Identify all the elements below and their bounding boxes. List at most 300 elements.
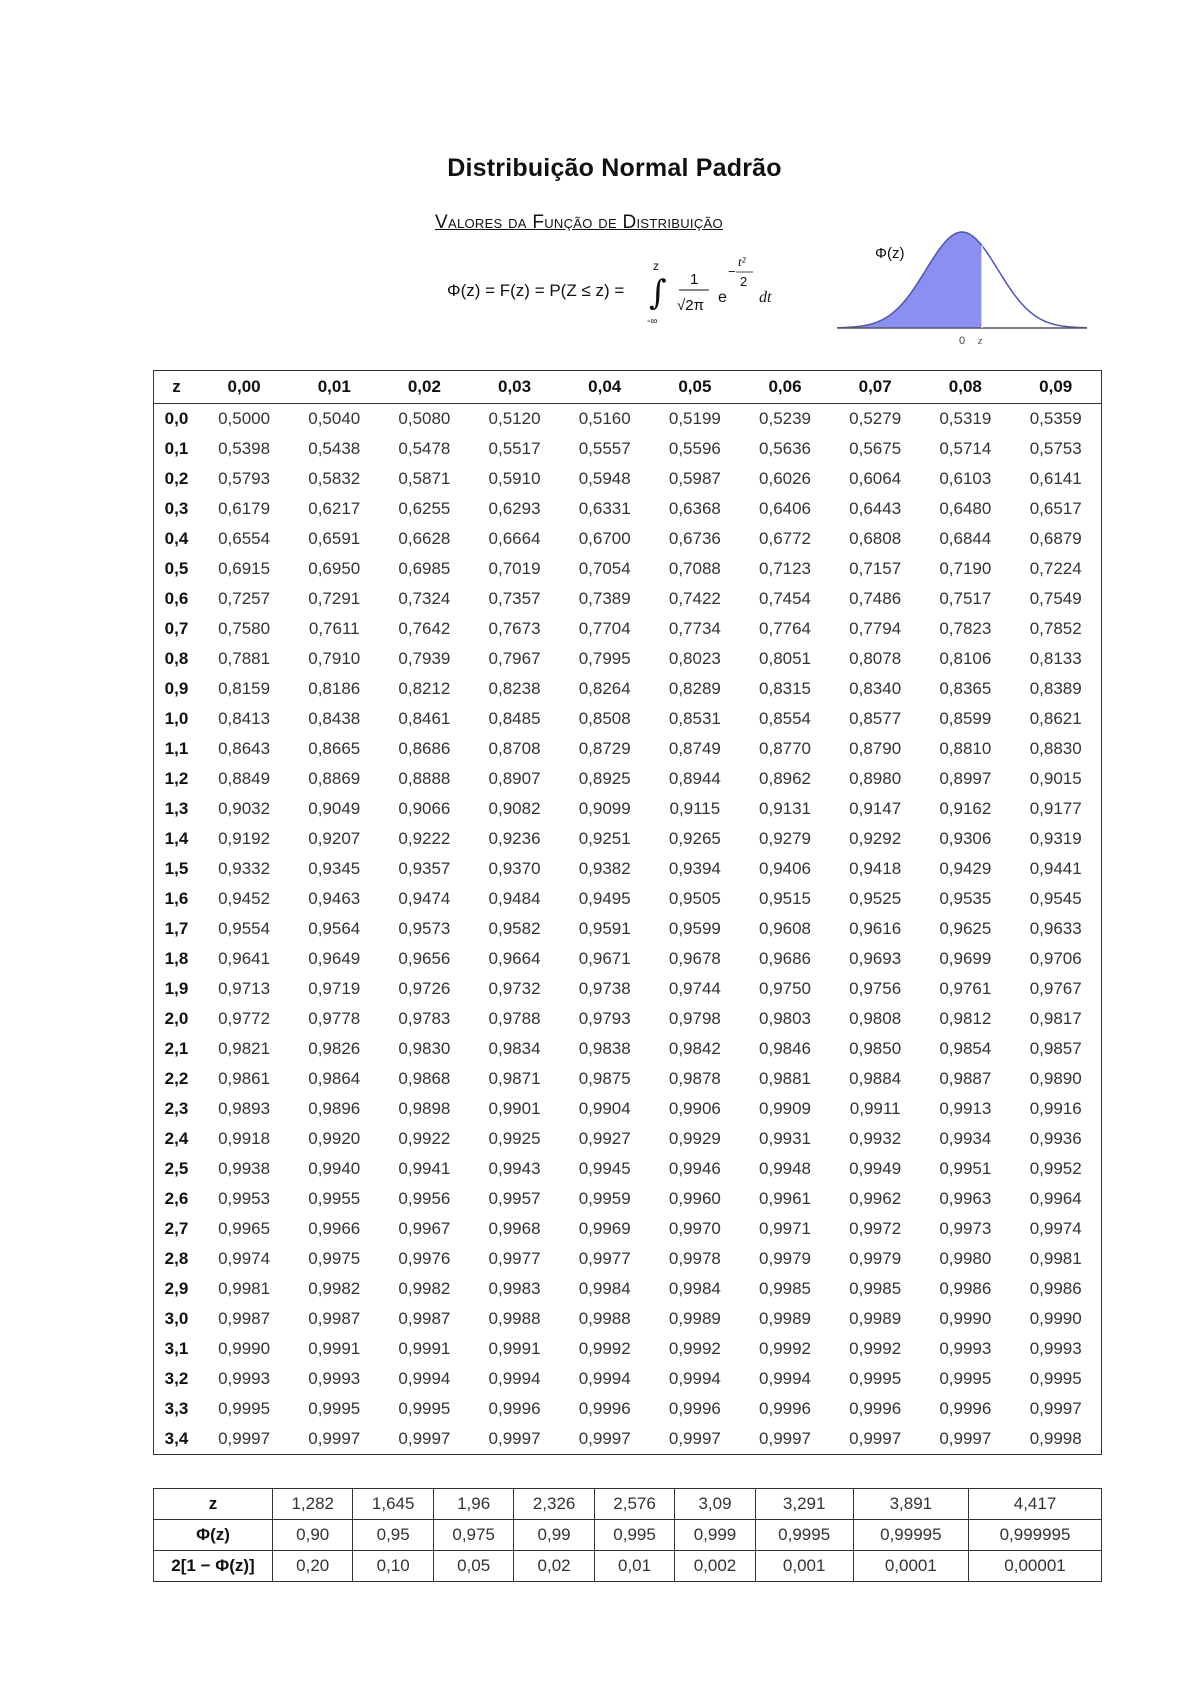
table-cell: 0,7704 [578, 619, 631, 638]
table-cell: 0,7422 [668, 589, 721, 608]
table-cell: 0,9756 [849, 979, 902, 998]
table-cell: 0,7995 [578, 649, 631, 668]
table-cell: 0,9838 [578, 1039, 631, 1058]
table-cell: 0,6628 [398, 529, 451, 548]
table-cell: 0,6844 [939, 529, 992, 548]
table-cell: 0,9998 [1029, 1429, 1082, 1448]
quantile-cell: 0,00001 [969, 1551, 1102, 1582]
table-cell: 0,9922 [398, 1129, 451, 1148]
table-row [154, 464, 1102, 494]
table-cell: 0,9979 [759, 1249, 812, 1268]
table-cell: 0,9974 [218, 1249, 271, 1268]
header-col: 0,00 [199, 371, 289, 404]
table-cell: 0,6293 [488, 499, 541, 518]
table-cell: 0,9997 [668, 1429, 721, 1448]
table-cell: 0,6331 [578, 499, 631, 518]
table-cell: 0,9649 [308, 949, 361, 968]
row-z-label: 1,6 [164, 889, 189, 908]
row-z-label: 1,2 [164, 769, 189, 788]
table-cell: 0,8830 [1029, 739, 1082, 758]
table-cell: 0,9997 [488, 1429, 541, 1448]
table-cell: 0,6217 [308, 499, 361, 518]
table-cell: 0,9984 [578, 1279, 631, 1298]
table-cell: 0,9977 [578, 1249, 631, 1268]
quantile-row-label: z [154, 1489, 273, 1520]
row-z-label: 3,3 [164, 1399, 189, 1418]
table-cell: 0,9319 [1029, 829, 1082, 848]
table-cell: 0,9394 [668, 859, 721, 878]
table-cell: 0,8508 [578, 709, 631, 728]
table-cell: 0,9960 [668, 1189, 721, 1208]
table-cell: 0,9991 [488, 1339, 541, 1358]
table-cell: 0,7190 [939, 559, 992, 578]
table-cell: 0,9943 [488, 1159, 541, 1178]
quantile-cell: 3,291 [755, 1489, 853, 1520]
table-cell: 0,9817 [1029, 1009, 1082, 1028]
table-cell: 0,8051 [759, 649, 812, 668]
table-cell: 0,9738 [578, 979, 631, 998]
table-cell: 0,9997 [759, 1429, 812, 1448]
table-cell: 0,9032 [218, 799, 271, 818]
table-cell: 0,9207 [308, 829, 361, 848]
row-z-label: 1,7 [164, 919, 189, 938]
table-cell: 0,7357 [488, 589, 541, 608]
table-cell: 0,8365 [939, 679, 992, 698]
table-cell: 0,9995 [849, 1369, 902, 1388]
table-cell: 0,9979 [849, 1249, 902, 1268]
table-cell: 0,9049 [308, 799, 361, 818]
table-cell: 0,9906 [668, 1099, 721, 1118]
row-z-label: 3,1 [164, 1339, 189, 1358]
row-z-label: 0,2 [164, 469, 189, 488]
table-cell: 0,9973 [939, 1219, 992, 1238]
table-cell: 0,7734 [668, 619, 721, 638]
table-cell: 0,9664 [488, 949, 541, 968]
table-cell: 0,9996 [668, 1399, 721, 1418]
table-cell: 0,9929 [668, 1129, 721, 1148]
table-cell: 0,9980 [939, 1249, 992, 1268]
table-row [154, 1094, 1102, 1124]
table-cell: 0,5120 [488, 409, 541, 428]
table-cell: 0,9970 [668, 1219, 721, 1238]
table-cell: 0,8907 [488, 769, 541, 788]
quantile-cell: 0,995 [594, 1520, 674, 1551]
table-cell: 0,9993 [1029, 1339, 1082, 1358]
table-row [154, 434, 1102, 464]
quantile-cell: 0,99 [514, 1520, 594, 1551]
table-cell: 0,9744 [668, 979, 721, 998]
table-cell: 0,9986 [1029, 1279, 1082, 1298]
table-cell: 0,9997 [1029, 1399, 1082, 1418]
table-cell: 0,9987 [308, 1309, 361, 1328]
table-cell: 0,9686 [759, 949, 812, 968]
table-cell: 0,9990 [218, 1339, 271, 1358]
formula-exp-minus: − [728, 264, 736, 279]
table-cell: 0,9995 [1029, 1369, 1082, 1388]
table-cell: 0,6700 [578, 529, 631, 548]
row-z-label: 0,8 [164, 649, 189, 668]
quantile-cell: 3,891 [853, 1489, 968, 1520]
table-cell: 0,9418 [849, 859, 902, 878]
table-cell: 0,9972 [849, 1219, 902, 1238]
header-col: 0,04 [560, 371, 650, 404]
table-cell: 0,8264 [578, 679, 631, 698]
table-cell: 0,9988 [578, 1309, 631, 1328]
table-row [154, 764, 1102, 794]
table-cell: 0,9884 [849, 1069, 902, 1088]
table-cell: 0,9066 [398, 799, 451, 818]
table-cell: 0,5319 [939, 409, 992, 428]
table-cell: 0,9382 [578, 859, 631, 878]
table-cell: 0,8289 [668, 679, 721, 698]
table-cell: 0,8186 [308, 679, 361, 698]
quantile-cell: 0,975 [433, 1520, 513, 1551]
quantile-cell: 0,999 [675, 1520, 755, 1551]
table-cell: 0,5987 [668, 469, 721, 488]
row-z-label: 2,0 [164, 1009, 189, 1028]
table-cell: 0,9788 [488, 1009, 541, 1028]
header-z: z [154, 371, 200, 404]
table-cell: 0,9966 [308, 1219, 361, 1238]
formula-dt: dt [759, 289, 772, 306]
table-cell: 0,9990 [939, 1309, 992, 1328]
table-cell: 0,5398 [218, 439, 271, 458]
table-cell: 0,9616 [849, 919, 902, 938]
table-cell: 0,9406 [759, 859, 812, 878]
table-cell: 0,9726 [398, 979, 451, 998]
table-cell: 0,8212 [398, 679, 451, 698]
row-z-label: 1,9 [164, 979, 189, 998]
table-cell: 0,9875 [578, 1069, 631, 1088]
table-row [154, 584, 1102, 614]
table-cell: 0,8315 [759, 679, 812, 698]
table-cell: 0,9345 [308, 859, 361, 878]
table-cell: 0,9927 [578, 1129, 631, 1148]
table-cell: 0,9625 [939, 919, 992, 938]
table-cell: 0,9798 [668, 1009, 721, 1028]
table-cell: 0,6985 [398, 559, 451, 578]
table-cell: 0,9706 [1029, 949, 1082, 968]
table-cell: 0,7486 [849, 589, 902, 608]
table-cell: 0,8810 [939, 739, 992, 758]
table-cell: 0,9995 [398, 1399, 451, 1418]
table-cell: 0,5478 [398, 439, 451, 458]
table-cell: 0,6517 [1029, 499, 1082, 518]
table-cell: 0,9997 [398, 1429, 451, 1448]
table-cell: 0,8790 [849, 739, 902, 758]
table-cell: 0,7881 [218, 649, 271, 668]
table-cell: 0,9949 [849, 1159, 902, 1178]
table-cell: 0,9976 [398, 1249, 451, 1268]
table-cell: 0,9990 [1029, 1309, 1082, 1328]
table-cell: 0,9996 [578, 1399, 631, 1418]
table-cell: 0,9633 [1029, 919, 1082, 938]
table-cell: 0,9808 [849, 1009, 902, 1028]
table-cell: 0,5438 [308, 439, 361, 458]
table-cell: 0,9992 [849, 1339, 902, 1358]
table-cell: 0,9996 [849, 1399, 902, 1418]
quantile-cell: 0,9995 [755, 1520, 853, 1551]
curve-label: Φ(z) [875, 245, 905, 262]
row-z-label: 2,1 [164, 1039, 189, 1058]
formula-exp-base: e [718, 289, 727, 306]
table-cell: 0,7673 [488, 619, 541, 638]
table-cell: 0,5359 [1029, 409, 1082, 428]
table-cell: 0,8159 [218, 679, 271, 698]
row-z-label: 2,2 [164, 1069, 189, 1088]
cdf-table [153, 370, 1102, 1455]
table-cell: 0,9896 [308, 1099, 361, 1118]
table-cell: 0,9525 [849, 889, 902, 908]
table-cell: 0,9982 [398, 1279, 451, 1298]
table-cell: 0,6406 [759, 499, 812, 518]
curve-tick-z: z [978, 335, 983, 347]
table-cell: 0,9985 [849, 1279, 902, 1298]
table-cell: 0,9951 [939, 1159, 992, 1178]
quantile-cell: 0,0001 [853, 1551, 968, 1582]
table-cell: 0,8621 [1029, 709, 1082, 728]
row-z-label: 1,5 [164, 859, 189, 878]
quantile-cell: 1,645 [353, 1489, 433, 1520]
quantile-cell: 0,10 [353, 1551, 433, 1582]
table-cell: 0,6103 [939, 469, 992, 488]
table-cell: 0,9987 [398, 1309, 451, 1328]
table-cell: 0,8531 [668, 709, 721, 728]
row-z-label: 1,4 [164, 829, 189, 848]
row-z-label: 0,3 [164, 499, 189, 518]
table-row [154, 824, 1102, 854]
table-cell: 0,9484 [488, 889, 541, 908]
row-z-label: 1,8 [164, 949, 189, 968]
formula-exp-den: 2 [740, 274, 748, 289]
table-cell: 0,8554 [759, 709, 812, 728]
table-cell: 0,9991 [398, 1339, 451, 1358]
header-col: 0,09 [1010, 371, 1101, 404]
table-row [154, 1364, 1102, 1394]
table-cell: 0,9573 [398, 919, 451, 938]
formula-lhs: Φ(z) = F(z) = P(Z ≤ z) = [447, 281, 625, 300]
table-cell: 0,9878 [668, 1069, 721, 1088]
quantile-cell: 0,01 [594, 1551, 674, 1582]
table-cell: 0,9015 [1029, 769, 1082, 788]
table-cell: 0,5279 [849, 409, 902, 428]
table-cell: 0,8340 [849, 679, 902, 698]
row-z-label: 0,5 [164, 559, 189, 578]
row-z-label: 2,9 [164, 1279, 189, 1298]
table-cell: 0,9732 [488, 979, 541, 998]
table-cell: 0,6736 [668, 529, 721, 548]
row-z-label: 1,0 [164, 709, 189, 728]
table-cell: 0,7224 [1029, 559, 1082, 578]
formula-integral-sign: ∫ [649, 273, 667, 313]
table-cell: 0,9279 [759, 829, 812, 848]
table-cell: 0,9767 [1029, 979, 1082, 998]
table-row [154, 1274, 1102, 1304]
quantile-row [154, 1489, 1102, 1520]
row-z-label: 2,4 [164, 1129, 189, 1148]
table-cell: 0,6179 [218, 499, 271, 518]
table-row [154, 494, 1102, 524]
table-cell: 0,8485 [488, 709, 541, 728]
table-row [154, 1124, 1102, 1154]
table-cell: 0,7580 [218, 619, 271, 638]
table-cell: 0,8849 [218, 769, 271, 788]
quantile-row [154, 1520, 1102, 1551]
table-cell: 0,9994 [578, 1369, 631, 1388]
table-cell: 0,5239 [759, 409, 812, 428]
table-cell: 0,9474 [398, 889, 451, 908]
table-cell: 0,9977 [488, 1249, 541, 1268]
row-z-label: 3,2 [164, 1369, 189, 1388]
table-row [154, 1064, 1102, 1094]
page-title: Distribuição Normal Padrão [447, 154, 782, 182]
table-cell: 0,9857 [1029, 1039, 1082, 1058]
table-cell: 0,9131 [759, 799, 812, 818]
table-cell: 0,8997 [939, 769, 992, 788]
table-cell: 0,6664 [488, 529, 541, 548]
table-cell: 0,9901 [488, 1099, 541, 1118]
table-cell: 0,7517 [939, 589, 992, 608]
table-cell: 0,5160 [578, 409, 631, 428]
table-cell: 0,9265 [668, 829, 721, 848]
table-cell: 0,8106 [939, 649, 992, 668]
quantile-row-label: 2[1 − Φ(z)] [154, 1551, 273, 1582]
row-z-label: 2,8 [164, 1249, 189, 1268]
table-cell: 0,9989 [668, 1309, 721, 1328]
table-cell: 0,9192 [218, 829, 271, 848]
table-cell: 0,9952 [1029, 1159, 1082, 1178]
table-cell: 0,7611 [308, 619, 360, 638]
row-z-label: 3,4 [164, 1429, 189, 1448]
table-cell: 0,9996 [488, 1399, 541, 1418]
quantile-row-label: Φ(z) [154, 1520, 273, 1551]
table-cell: 0,9991 [308, 1339, 361, 1358]
table-cell: 0,8023 [668, 649, 721, 668]
table-cell: 0,5000 [218, 409, 271, 428]
formula-frac-den: √2π [677, 297, 704, 314]
quantile-table-body [154, 1489, 1102, 1582]
table-cell: 0,9994 [398, 1369, 451, 1388]
table-cell: 0,9982 [308, 1279, 361, 1298]
table-cell: 0,9994 [488, 1369, 541, 1388]
table-cell: 0,9983 [488, 1279, 541, 1298]
table-cell: 0,9971 [759, 1219, 812, 1238]
table-cell: 0,9918 [218, 1129, 271, 1148]
table-cell: 0,8665 [308, 739, 361, 758]
table-cell: 0,9678 [668, 949, 721, 968]
table-cell: 0,9997 [578, 1429, 631, 1448]
quantile-cell: 0,002 [675, 1551, 755, 1582]
table-cell: 0,7794 [849, 619, 902, 638]
formula-exp-num: t² [738, 254, 746, 269]
table-cell: 0,9955 [308, 1189, 361, 1208]
curve-tick-zero: 0 [959, 335, 966, 347]
table-cell: 0,9913 [939, 1099, 992, 1118]
table-cell: 0,9082 [488, 799, 541, 818]
quantile-cell: 0,99995 [853, 1520, 968, 1551]
table-cell: 0,9370 [488, 859, 541, 878]
table-cell: 0,9978 [668, 1249, 721, 1268]
table-cell: 0,9591 [578, 919, 631, 938]
table-cell: 0,9599 [668, 919, 721, 938]
table-cell: 0,9881 [759, 1069, 812, 1088]
quantile-row [154, 1551, 1102, 1582]
row-z-label: 1,1 [164, 739, 189, 758]
table-cell: 0,7910 [308, 649, 361, 668]
table-row [154, 1184, 1102, 1214]
row-z-label: 0,0 [164, 409, 189, 428]
table-cell: 0,7764 [759, 619, 812, 638]
table-cell: 0,9997 [849, 1429, 902, 1448]
curve-shaded-area [837, 232, 982, 328]
table-row [154, 674, 1102, 704]
table-cell: 0,9864 [308, 1069, 361, 1088]
table-cell: 0,9887 [939, 1069, 992, 1088]
table-row [154, 734, 1102, 764]
table-cell: 0,5910 [488, 469, 541, 488]
table-row [154, 404, 1102, 435]
table-cell: 0,6255 [398, 499, 451, 518]
table-cell: 0,8729 [578, 739, 631, 758]
table-cell: 0,8925 [578, 769, 631, 788]
table-cell: 0,6591 [308, 529, 361, 548]
table-cell: 0,9222 [398, 829, 451, 848]
row-z-label: 0,9 [164, 679, 189, 698]
table-cell: 0,6554 [218, 529, 271, 548]
table-cell: 0,5871 [398, 469, 451, 488]
table-cell: 0,9761 [939, 979, 992, 998]
table-cell: 0,9984 [668, 1279, 721, 1298]
row-z-label: 2,5 [164, 1159, 189, 1178]
table-cell: 0,6141 [1029, 469, 1082, 488]
table-cell: 0,9719 [308, 979, 361, 998]
table-cell: 0,5040 [308, 409, 361, 428]
table-cell: 0,9936 [1029, 1129, 1082, 1148]
table-cell: 0,5080 [398, 409, 451, 428]
header-col: 0,07 [830, 371, 920, 404]
table-cell: 0,9964 [1029, 1189, 1082, 1208]
table-row [154, 1214, 1102, 1244]
formula-upper-limit: z [653, 259, 659, 273]
table-cell: 0,9931 [759, 1129, 812, 1148]
table-cell: 0,5714 [939, 439, 992, 458]
table-cell: 0,9934 [939, 1129, 992, 1148]
normal-curve-illustration [837, 210, 1087, 350]
table-cell: 0,9981 [1029, 1249, 1082, 1268]
quantile-cell: 0,001 [755, 1551, 853, 1582]
table-cell: 0,6026 [759, 469, 812, 488]
table-cell: 0,6368 [668, 499, 721, 518]
header-col: 0,05 [650, 371, 740, 404]
table-cell: 0,9988 [488, 1309, 541, 1328]
quantile-cell: 1,282 [273, 1489, 353, 1520]
table-cell: 0,9495 [578, 889, 631, 908]
table-cell: 0,8770 [759, 739, 812, 758]
table-cell: 0,9545 [1029, 889, 1082, 908]
table-cell: 0,8888 [398, 769, 451, 788]
table-cell: 0,9783 [398, 1009, 451, 1028]
table-row [154, 1334, 1102, 1364]
table-cell: 0,9962 [849, 1189, 902, 1208]
table-cell: 0,9099 [578, 799, 631, 818]
table-cell: 0,9909 [759, 1099, 812, 1118]
table-cell: 0,9893 [218, 1099, 271, 1118]
table-cell: 0,9505 [668, 889, 721, 908]
table-cell: 0,7291 [308, 589, 361, 608]
table-cell: 0,9974 [1029, 1219, 1082, 1238]
header-col: 0,02 [379, 371, 469, 404]
quantile-cell: 0,95 [353, 1520, 433, 1551]
